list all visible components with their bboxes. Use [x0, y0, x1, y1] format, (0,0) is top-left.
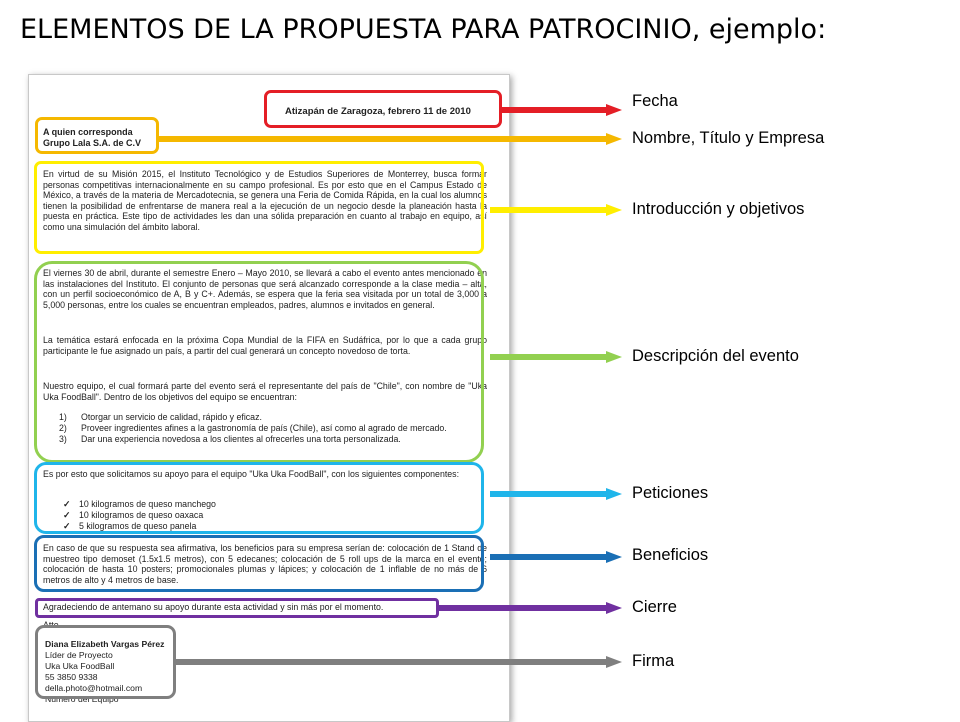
checkmark-icon: ✓	[63, 499, 71, 509]
recipient-line: A quien corresponda	[43, 127, 133, 137]
label-peticiones: Peticiones	[632, 484, 709, 502]
label-cierre: Cierre	[632, 598, 677, 616]
list-number: 1)	[59, 412, 67, 422]
recipient-line: Grupo Lala S.A. de C.V	[43, 137, 142, 148]
letter-salutation: Atte.	[43, 620, 62, 630]
letter-date: Atizapán de Zaragoza, febrero 11 de 2010	[285, 106, 471, 117]
letter-benefits: En caso de que su respuesta sea afirmativa, los beneficios para su empresa serían de: colocación de 1 Stand de muestreo tipo demoset (1.5x1.5 metros), con 5 edecanes; colocación de 5 roll ups de la marca en el evento; colocación de hasta 10 posters; promocionales plumas y lápices; y colocación de 1 inflable de no más de 6 metros de alto y 4 metros de base.	[43, 543, 487, 585]
label-firma: Firma	[632, 652, 675, 670]
label-fecha: Fecha	[632, 92, 678, 110]
label-intro: Introducción y objetivos	[632, 200, 805, 218]
letter-request: Es por esto que solicitamos su apoyo para el equipo "Uka Uka FoodBall", con los siguientes componentes:	[43, 469, 460, 479]
nombre-arrow	[159, 133, 622, 145]
list-text: Dar una experiencia novedosa a los clientes al ofrecerles una torta personalizada.	[81, 433, 401, 444]
firma-arrow	[176, 656, 622, 668]
cierre-arrow	[439, 602, 622, 614]
list-number: 3)	[59, 433, 67, 444]
checkmark-icon: ✓	[63, 520, 71, 531]
intro-arrow	[490, 204, 622, 216]
list-text: 5 kilogramos de queso panela	[79, 520, 197, 531]
signature-line: Uka Uka FoodBall	[45, 661, 115, 671]
label-beneficios: Beneficios	[632, 546, 709, 564]
signature-line: Diana Elizabeth Vargas Pérez	[45, 639, 165, 649]
slide-title: ELEMENTOS DE LA PROPUESTA PARA PATROCINIO, ejemplo:	[20, 14, 827, 45]
list-text: Otorgar un servicio de calidad, rápido y eficaz.	[81, 412, 262, 422]
checkmark-icon: ✓	[63, 509, 71, 520]
list-text: Proveer ingredientes afines a la gastronomía de país (Chile), así como al agrado de mercado.	[81, 422, 447, 433]
list-text: 10 kilogramos de queso oaxaca	[79, 509, 204, 520]
letter-event-paragraph: El viernes 30 de abril, durante el semestre Enero – Mayo 2010, se llevará a cabo el evento antes mencionado en las instalaciones del Instituto. El conjunto de personas que será alcanzado corresponde a la clase media – alta, con un perfil socioeconómico de A, B y C+. Además, se espera que la feria sea visitada por un total de 3,000 a 5,000 personas, entre los cuales se encuentran empleados, padres, alumnos e invitados en general.	[43, 268, 487, 310]
letter-intro: En virtud de su Misión 2015, el Instituto Tecnológico y de Estudios Superiores de Monterrey, busca formar personas competitivas internacionalmente en su campo profesional. Es por esto que en el Campus Estado de México, a través de la materia de Mercadotecnia, se genera una Feria de Comida Rápida, en la cual los alumnos tienen la posibilidad de enfrentarse de manera real a la ejecución de un negocio desde la planeación hasta la puesta en práctica. Este tipo de actividades les dan una sólida preparación en cuanto al trabajo en equipo, así como una simulación del ámbito laboral.	[43, 169, 487, 232]
label-descripcion: Descripción del evento	[632, 347, 799, 365]
letter-event-paragraph: Nuestro equipo, el cual formará parte del evento será el representante del país de "Chile", con nombre de "Uka Uka FoodBall". Dentro de los objetivos del equipo se encuentran:	[43, 381, 487, 402]
label-nombre: Nombre, Título y Empresa	[632, 129, 825, 147]
list-number: 2)	[59, 422, 67, 433]
fecha-arrow	[502, 104, 622, 116]
peticiones-arrow	[490, 488, 622, 500]
signature-line: Número del Equipo	[45, 694, 119, 704]
descripcion-arrow	[490, 351, 622, 363]
letter-closing: Agradeciendo de antemano su apoyo durante esta actividad y sin más por el momento.	[43, 602, 384, 612]
signature-line: Líder de Proyecto	[45, 650, 113, 660]
list-text: 10 kilogramos de queso manchego	[79, 499, 216, 509]
letter-event-paragraph: La temática estará enfocada en la próxima Copa Mundial de la FIFA en Sudáfrica, por lo que a cada grupo participante le fue asignado un país, a partir del cual generará un concepto novedoso de torta.	[43, 335, 487, 356]
signature-line: della.photo@hotmail.com	[45, 683, 143, 693]
signature-line: 55 3850 9338	[45, 672, 98, 682]
beneficios-arrow	[490, 551, 622, 563]
